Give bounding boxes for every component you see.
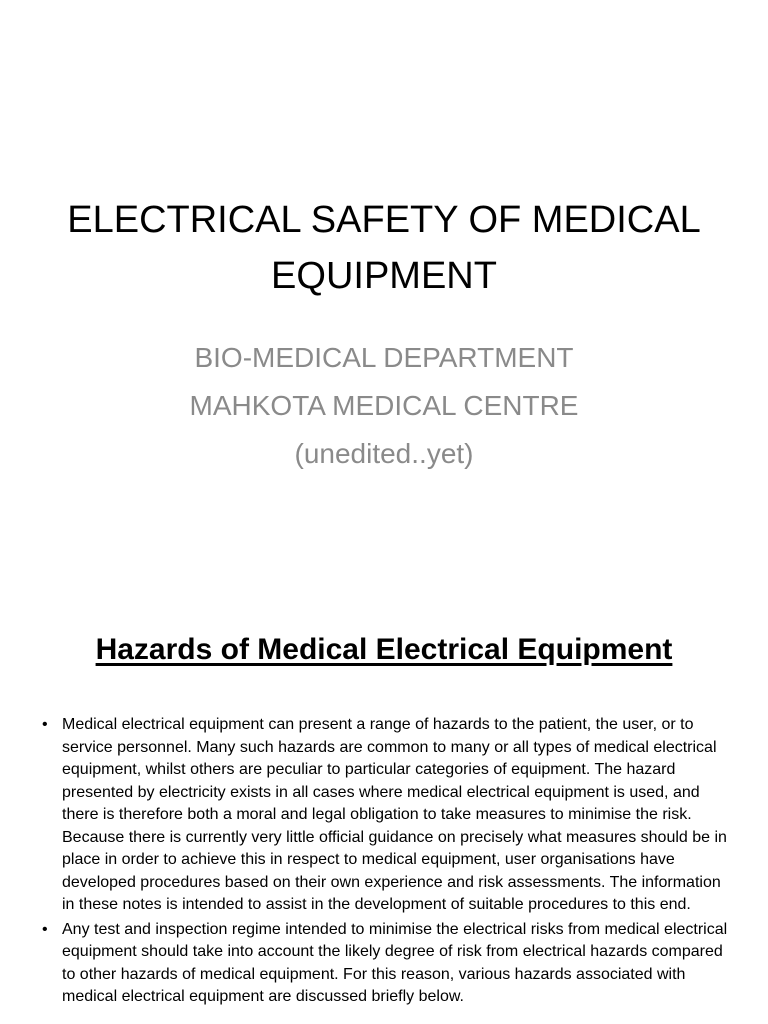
bullet-icon: • bbox=[42, 920, 48, 938]
list-item bbox=[40, 919, 728, 1009]
bullet-list bbox=[40, 714, 728, 1011]
title-line: EQUIPMENT bbox=[271, 255, 497, 297]
content-slide bbox=[0, 576, 768, 1024]
bullet-text: Medical electrical equipment can present a range of hazards to the patient, the user, or to service personnel. Many such hazards are common to many or all types of medical electrical equipment, whilst others are peculiar to particular categories of equipment. The hazard presented by electricity exists in all cases where medical electrical equipment is used, and there is therefore both a moral and legal obligation to take measures to minimise the risk. Because there is currently very little official guidance on precisely what measures should be in place in order to achieve this in respect to medical equipment, user organisations have developed procedures based on their own experience and risk assessments. The information in these notes is intended to assist in the development of suitable procedures to this end. bbox=[62, 716, 727, 913]
subtitle-organisation: MAHKOTA MEDICAL CENTRE bbox=[189, 390, 579, 421]
list-item bbox=[40, 714, 728, 917]
subtitle-block bbox=[40, 334, 728, 478]
slide-heading: Hazards of Medical Electrical Equipment bbox=[95, 633, 673, 666]
title-line: ELECTRICAL SAFETY OF MEDICAL bbox=[67, 199, 701, 241]
bullet-text: Any test and inspection regime intended to minimise the electrical risks from medical electrical equipment should take into account the likely degree of risk from electrical hazards compared to other hazards of medical equipment. For this reason, various hazards associated with medical electrical equipment are discussed briefly below. bbox=[62, 920, 728, 1005]
bullet-icon: • bbox=[42, 716, 48, 733]
subtitle-department: BIO-MEDICAL DEPARTMENT bbox=[194, 342, 574, 373]
presentation-title bbox=[40, 192, 728, 304]
subtitle-note: (unedited..yet) bbox=[294, 438, 474, 469]
